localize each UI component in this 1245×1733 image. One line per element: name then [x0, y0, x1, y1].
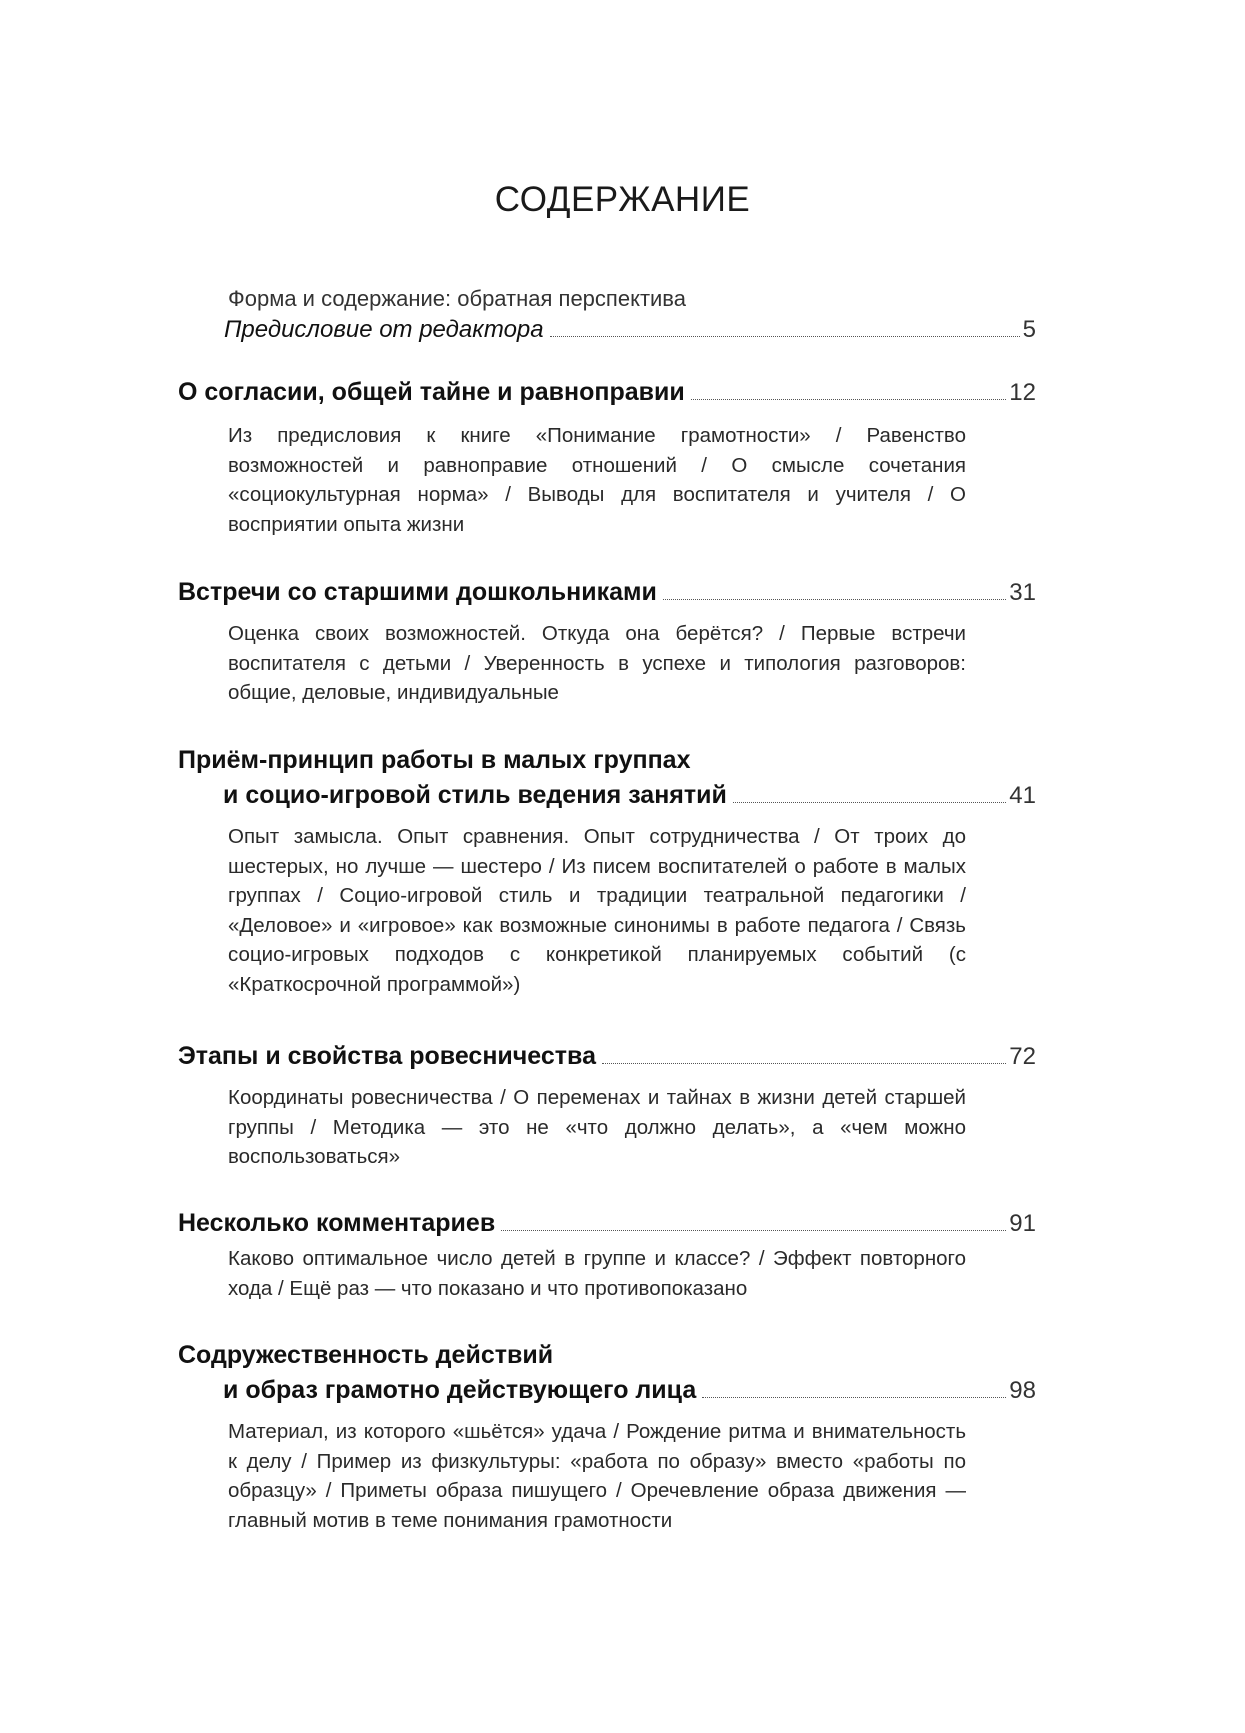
entry-description: Материал, из которого «шьётся» удача / Рождение ритма и внимательность к делу / Пример из физкультуры: «работа по образу» вместо «работы по образцу» / Приметы образа пишущего / Оречевление образа движения — главный мотив в теме понимания грамотности — [228, 1420, 966, 1532]
entry-description: Из предисловия к книге «Понимание грамотности» / Равенство возможностей и равноправие отношений / О смысле сочетания «социокультурная норма» / Выводы для воспитателя и учителя / О восприятии опыта жизни — [228, 424, 966, 536]
toc-entry[interactable] — [178, 378, 1036, 539]
dot-leader — [663, 598, 1006, 600]
dot-leader — [602, 1062, 1006, 1064]
toc-entry[interactable] — [178, 746, 1036, 999]
page-title: СОДЕРЖАНИЕ — [494, 180, 751, 219]
page-number: 72 — [1009, 1043, 1036, 1070]
entry-title-line2: и образ грамотно действующего лица — [223, 1376, 697, 1404]
toc-entry[interactable] — [178, 1341, 1036, 1535]
toc-entry-preface[interactable] — [178, 282, 1036, 344]
entry-title: Этапы и свойства ровесничества — [178, 1042, 596, 1070]
entry-title: О согласии, общей тайне и равноправии — [178, 378, 685, 406]
page-number: 31 — [1009, 579, 1036, 606]
entry-description: Координаты ровесничества / О переменах и тайнах в жизни детей старшей группы / Методика — это не «что должно делать», а «чем можно воспользоваться» — [228, 1086, 966, 1168]
preface-title: Предисловие от редактора — [224, 316, 544, 343]
dot-leader — [733, 801, 1006, 803]
entry-title-line2: и социо-игровой стиль ведения занятий — [223, 781, 727, 809]
page-number: 41 — [1009, 782, 1036, 809]
preface-subtitle: Форма и содержание: обратная перспектива — [228, 286, 686, 311]
dot-leader — [702, 1396, 1006, 1398]
entry-title: Несколько комментариев — [178, 1209, 496, 1237]
entry-description: Опыт замысла. Опыт сравнения. Опыт сотрудничества / От троих до шестерых, но лучше — шестеро / Из писем воспитателей о работе в малых группах / Социо-игровой стиль и традиции театральной педагогики / «Деловое» и «игровое» как возможные синонимы в работе педагога / Связь социо-игровых подходов с конкретикой планируемых событий (с «Краткосрочной программой») — [228, 825, 966, 996]
dot-leader — [501, 1229, 1006, 1231]
page-number: 98 — [1009, 1377, 1036, 1404]
entry-description: Каково оптимальное число детей в группе и классе? / Эффект повторного хода / Ещё раз — что показано и что противопоказано — [228, 1247, 966, 1300]
page-number: 12 — [1009, 379, 1036, 406]
dot-leader — [691, 398, 1007, 400]
entry-title-line1: Приём-принцип работы в малых группах — [178, 746, 691, 774]
toc-entry[interactable] — [178, 578, 1036, 708]
page-number: 5 — [1022, 316, 1036, 343]
toc-entry[interactable] — [178, 1209, 1036, 1303]
entry-title: Встречи со старшими дошкольниками — [178, 578, 657, 606]
dot-leader — [550, 335, 1020, 337]
page-number: 91 — [1009, 1210, 1036, 1237]
toc-entry[interactable] — [178, 1042, 1036, 1172]
entry-title-line1: Содружественность действий — [178, 1341, 554, 1369]
entry-description: Оценка своих возможностей. Откуда она берётся? / Первые встречи воспитателя с детьми / Уверенность в успехе и типология разговоров: общие, деловые, индивидуальные — [228, 622, 966, 704]
